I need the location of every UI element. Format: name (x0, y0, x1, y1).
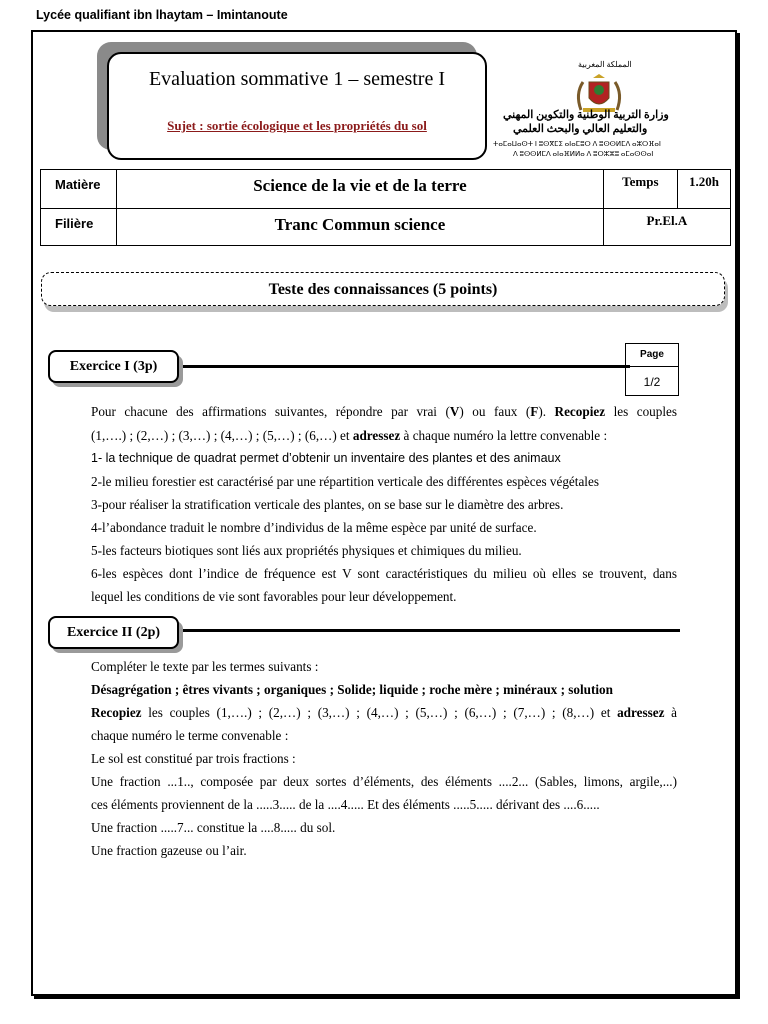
exam-subject: Sujet : sortie écologique et les propriétés du sol (167, 118, 427, 133)
page-label: Page (626, 344, 678, 367)
couples-text: les couples (1,….) ; (2,…) ; (3,…) ; (4,…) ; (5,…) ; (6,…) ; (7,…) ; (8,…) et (141, 705, 618, 720)
ministry-arabic-1: وزارة التربية الوطنية والتكوين المهني (503, 109, 669, 121)
ministry-emblem (493, 60, 733, 160)
section-title: Teste des connaissances (5 points) (41, 272, 725, 306)
intro-text: les couples (605, 404, 678, 419)
statement-4: 4-l’abondance traduit le nombre d’individus de la même espèce par unité de surface. (91, 520, 537, 535)
ministry-arabic-2: والتعليم العالي والبحث العلمي (513, 123, 648, 135)
exercise1-intro-line2 (91, 424, 677, 447)
title-box (107, 52, 487, 160)
intro-recopiez: Recopiez (554, 404, 606, 419)
professor-name: Pr.El.A (603, 209, 730, 246)
exercise1-rule (180, 365, 630, 368)
matiere-value: Science de la vie et de la terre (117, 170, 604, 209)
statement-1: 1- la technique de quadrat permet d’obtenir un inventaire des plantes et des animaux (91, 451, 561, 465)
recopiez-word: Recopiez (91, 705, 142, 720)
statement-2: 2-le milieu forestier est caractérisé par une répartition verticale des différentes espèces végétales (91, 474, 599, 489)
ministry-tifinagh-1: ⵜⴰⵎⴰⵡⴰⵙⵜ ⵏ ⵓⵙⴳⵎⵉ ⴰⵏⴰⵎⵓⵔ ⴷ ⵓⵙⵙⵍⵎⴷ ⴰⵣⵔⴼⴰⵏ (493, 140, 661, 148)
exercise2-rule (180, 629, 680, 632)
intro-text: ) ou faux ( (459, 404, 531, 419)
ministry-tifinagh-2: ⴷ ⵓⵙⵙⵍⵎⴷ ⴰⵏⴰⴼⵍⵍⴰ ⴷ ⵓⵔⵣⵣⵓ ⴰⵎⴰⵙⵙⴰⵏ (513, 150, 654, 158)
exercise2-intro: Compléter le texte par les termes suivants : (91, 659, 319, 674)
matiere-label: Matière (41, 170, 117, 209)
filiere-value: Tranc Commun science (117, 209, 604, 246)
exercise1-title: Exercice I (3p) (48, 350, 179, 383)
page-indicator (625, 343, 679, 396)
exercise1-intro-line1 (91, 400, 677, 423)
text-line-5: Une fraction gazeuse ou l’air. (91, 843, 247, 858)
exercise2-title: Exercice II (2p) (48, 616, 179, 649)
kingdom-arabic: المملكة المغربية (578, 60, 632, 69)
temps-value: 1.20h (677, 170, 730, 209)
page-value: 1/2 (643, 375, 661, 389)
text-line-4: Une fraction .....7... constitue la ....8..... du sol. (91, 820, 336, 835)
intro-f: F (530, 404, 539, 419)
intro-v: V (449, 404, 460, 419)
info-table (40, 169, 731, 246)
text-line-3: ces éléments proviennent de la .....3..... de la ....4..... Et des éléments .....5..... dérivant des ....6..... (91, 797, 600, 812)
filiere-label: Filière (41, 209, 117, 246)
intro-text: ). (538, 404, 555, 419)
exam-title: Evaluation sommative 1 – semestre I (148, 68, 446, 90)
intro-text: (1,….) ; (2,…) ; (3,…) ; (4,…) ; (5,…) ; (6,…) et (91, 428, 353, 443)
intro-text: Pour chacune des affirmations suivantes, répondre par vrai ( (91, 404, 450, 419)
statement-3: 3-pour réaliser la stratification verticale des plantes, on se base sur le diamètre des arbres. (91, 497, 564, 512)
text-line-1: Le sol est constitué par trois fractions : (91, 751, 296, 766)
intro-text: à chaque numéro la lettre convenable : (400, 428, 608, 443)
statement-5: 5-les facteurs biotiques sont liés aux propriétés physiques et chimiques du milieu. (91, 543, 522, 558)
adressez-word: adressez (617, 705, 665, 720)
exercise2-terms: Désagrégation ; êtres vivants ; organiques ; Solide; liquide ; roche mère ; minéraux ; solution (91, 682, 613, 697)
temps-label: Temps (603, 170, 677, 209)
text-line-2: Une fraction ...1.., composée par deux sortes d’éléments, des éléments ....2... (Sables, limons, argile,...) (91, 774, 677, 789)
statement-6-cont: lequel les conditions de vie sont favorables pour leur développement. (91, 589, 457, 604)
statement-6: 6-les espèces dont l’indice de fréquence est V sont caractéristiques du milieu où elles se trouvent, dans (91, 566, 677, 581)
couples-text: à (664, 705, 677, 720)
exercise2-couples (91, 701, 677, 724)
school-name: Lycée qualifiant ibn lhaytam – Imintanoute (36, 8, 288, 22)
intro-adressez: adressez (352, 428, 401, 443)
exercise2-couples-end: chaque numéro le terme convenable : (91, 728, 289, 743)
